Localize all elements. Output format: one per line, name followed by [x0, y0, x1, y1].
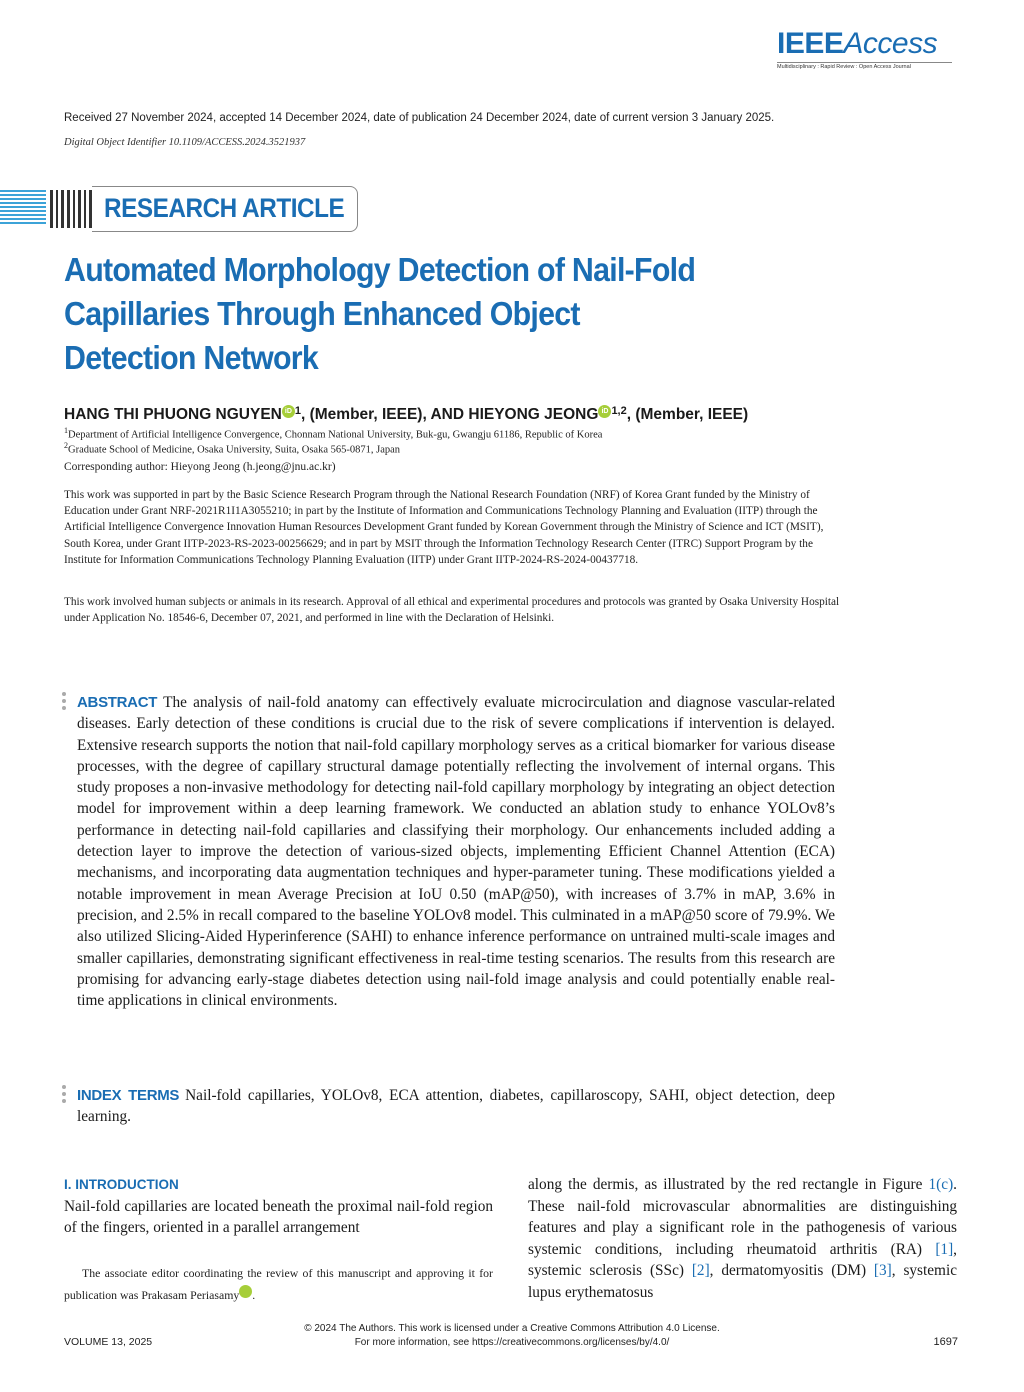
affiliation-1: $^1$Department of Artificial Intelligence Convergence, Chonnam National University, Buk-gu, Gwangju 61186, Republic of Korea: [64, 426, 603, 441]
banner-bars: [50, 190, 92, 228]
abstract-marker: [62, 692, 68, 713]
editor-note: The associate editor coordinating the review of this manuscript and approving it for publication was Prakasam Periasamy iD.: [64, 1266, 493, 1302]
banner-frame: [92, 186, 358, 232]
abstract: ABSTRACT The analysis of nail-fold anatomy can effectively evaluate microcirculation and diagnose vascular-related diseases. Early detection of these conditions is crucial due to the risk of severe complications if intervention is delayed. Extensive research supports the notion that nail-fold capillary morphology serves as a critical biomarker for various disease processes, with the degree of capillary structural damage potentially reflecting the involvement of internal organs. This study proposes a non-invasive methodology for detecting nail-fold capillary morphology by integrating an object detection model for improvement within a deep learning framework. We conducted an ablation study to enhance YOLOv8’s performance in detecting nail-fold capillaries and classifying their morphology. Our enhancements included adding a detection layer to improve the detection of various-sized objects, implementing Efficient Channel Attention (ECA) mechanisms, and incorporating data augmentation techniques and hyper-parameter tuning. These modifications yielded a notable improvement in mean Average Precision at IoU 0.50 (mAP@50), with increases of 3.7% in mAP, 3.6% in precision, and 2.5% in recall compared to the baseline YOLOv8 model. This culminated in a mAP@50 score of 79.9%. We also utilized Slicing-Aided Hyperinference (SAHI) to enhance inference performance on untrained multi-scale images and smaller capillaries, demonstrating significant effectiveness in real-time testing scenarios. The results from this research are promising for advancing early-stage diabetes detection using nail-fold image analysis and could potentially enable real-time applications in clinical environments.: [77, 694, 835, 1010]
orcid-icon[interactable]: iD: [282, 405, 295, 418]
received-dates: Received 27 November 2024, accepted 14 December 2024, date of publication 24 December 2024, date of current version 3 January 2025.: [64, 112, 775, 124]
index-terms-label: INDEX TERMS: [77, 1087, 180, 1104]
funding-statement: This work was supported in part by the Basic Science Research Program through the National Research Foundation (NRF) of Korea Grant funded by the Ministry of Education under Grant NRF-2021R1I1A3055210; in part by the Institute of Information and Communications Technology Planning and Evaluation (IITP) through the Artificial Intelligence Convergence Innovation Human Resources Development Grant funded by Korean Government through the Ministry of Science and ICT (MSIT), South Korea, under Grant IITP-2023-RS-2023-00256629; and in part by MSIT through the Information Technology Research Center (ITRC) Support Program by the Institute for Information Communications Technology Planning Evaluation (IITP) under Grant IITP-2024-RS-2024-00437718.: [64, 489, 824, 566]
section-heading: I. INTRODUCTION: [64, 1177, 179, 1192]
license-link[interactable]: For more information, see https://creativecommons.org/licenses/by/4.0/: [354, 1337, 670, 1348]
ethics-statement: This work involved human subjects or animals in its research. Approval of all ethical and experimental procedures and protocols was granted by Osaka University Hospital under Application No. 18546-6, December 07, 2021, and performed in line with the Declaration of Helsinki.: [64, 596, 840, 625]
corresponding-author: Corresponding author: Hieyong Jeong (h.jeong@jnu.ac.kr): [64, 461, 336, 473]
index-terms: INDEX TERMS Nail-fold capillaries, YOLOv8, ECA attention, diabetes, capillaroscopy, SAHI, object detection, deep learning.: [77, 1087, 835, 1126]
logo-tagline: Multidisciplinary : Rapid Review : Open Access Journal: [777, 62, 952, 70]
journal-logo[interactable]: [777, 28, 952, 70]
paper-title: Automated Morphology Detection of Nail-Fold Capillaries Through Enhanced Object Detection Network: [64, 251, 696, 376]
affiliation-2: $^2$Graduate School of Medicine, Osaka University, Suita, Osaka 565-0871, Japan: [64, 441, 401, 456]
page-number: 1697: [933, 1336, 958, 1348]
banner-stripes: [0, 190, 46, 228]
logo-wordmark: IEEEAccess: [777, 27, 938, 60]
reference-link[interactable]: [3]: [873, 1262, 892, 1280]
reference-link[interactable]: [1]: [935, 1240, 954, 1258]
author-line: HANG THI PHUONG NGUYEN iD $^1$, (Member, IEEE), AND HIEYONG JEONG iD $^{1,2}$, (Member, IEEE): [64, 405, 749, 423]
volume-label: VOLUME 13, 2025: [64, 1336, 153, 1348]
abstract-label: ABSTRACT: [77, 694, 158, 711]
author-name[interactable]: HANG THI PHUONG NGUYEN: [64, 406, 282, 423]
doi[interactable]: Digital Object Identifier 10.1109/ACCESS.2024.3521937: [64, 137, 306, 148]
index-terms-marker: [62, 1085, 68, 1106]
license-notice: © 2024 The Authors. This work is licensed under a Creative Commons Attribution 4.0 License. For more information, see https://creativecommons.org/licenses/by/4.0/: [0, 1322, 1024, 1350]
intro-right-column: along the dermis, as illustrated by the red rectangle in Figure 1(c). These nail-fold microvascular abnormalities are distinguishing features and play a significant role in the pathogenesis of various systemic conditions, including rheumatoid arthritis (RA) [1], systemic sclerosis (SSc) [2], dermatomyositis (DM) [3], systemic lupus erythematosus: [528, 1176, 957, 1301]
reference-link[interactable]: [2]: [691, 1262, 710, 1280]
intro-left-column: Nail-fold capillaries are located beneath the proximal nail-fold region of the fingers, oriented in a parallel arrangement: [64, 1198, 493, 1237]
figure-link[interactable]: 1(c): [928, 1176, 954, 1193]
article-type-banner: [0, 186, 360, 232]
orcid-icon[interactable]: iD: [598, 405, 611, 418]
banner-label: RESEARCH ARTICLE: [104, 193, 345, 223]
orcid-icon[interactable]: iD: [239, 1285, 252, 1298]
